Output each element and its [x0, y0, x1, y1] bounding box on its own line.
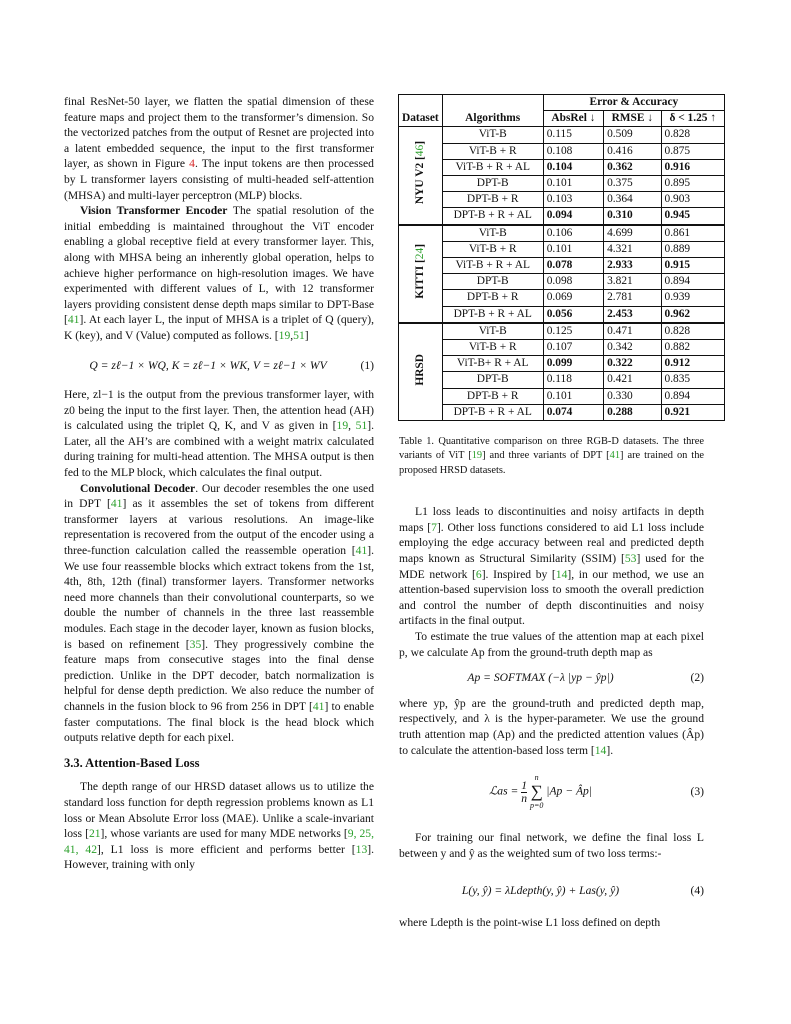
value-cell: 4.321: [604, 241, 661, 257]
citation[interactable]: 41: [67, 313, 80, 327]
citation[interactable]: 53: [624, 552, 637, 566]
text: ]. We use four reassemble blocks which extract tokens from the 1st, 4th, 8th, 12th (final) transformer layers. Transformer networks need more channels than their convolutional counterparts, so we double the number of channels in the three last reassemble modules. Each stage in the decoder layer, known as fusion blocks, is based on refinement [: [64, 544, 374, 651]
equation-rhs: |Ap − Âp|: [546, 784, 593, 798]
header-algorithms: Algorithms: [442, 95, 543, 127]
text: ] and three variants of DPT [: [482, 450, 610, 462]
table-row: [399, 306, 725, 323]
value-cell: 0.094: [543, 208, 603, 225]
algorithm-cell: DPT-B + R + AL: [442, 404, 543, 420]
value-cell: 0.310: [604, 208, 661, 225]
table-row: [399, 372, 725, 388]
algorithm-cell: ViT-B + R + AL: [442, 258, 543, 274]
value-cell: 0.101: [543, 388, 603, 404]
table-caption: [399, 435, 704, 478]
value-cell: 4.699: [604, 225, 661, 242]
text: ] to enable faster computations. The final block is the head block which outputs relative depth for each pixel.: [64, 699, 374, 745]
text: Here, zl−1 is the output from the previous transformer layer, with z0 being the input to the first layer. Then, the attention head (AH) is calculated using the triplet Q, K, and V as given in [: [64, 388, 374, 433]
citation[interactable]: 24: [413, 247, 426, 259]
algorithm-cell: DPT-B + R + AL: [442, 208, 543, 225]
algorithm-cell: ViT-B + R: [442, 241, 543, 257]
text: ]. Inspired by [: [481, 567, 556, 581]
value-cell: 2.933: [604, 258, 661, 274]
dataset-name: KITTI [: [413, 258, 426, 299]
value-cell: 0.375: [604, 176, 661, 192]
value-cell: 0.945: [661, 208, 725, 225]
table-row: [399, 340, 725, 356]
value-cell: 0.894: [661, 388, 725, 404]
header-rmse: RMSE ↓: [604, 111, 661, 127]
value-cell: 0.509: [604, 127, 661, 143]
table-row: [399, 290, 725, 306]
fraction: [521, 780, 527, 805]
equation-1: [64, 358, 374, 374]
table-row: [399, 192, 725, 208]
summation: [530, 772, 543, 812]
header-delta: δ < 1.25 ↑: [661, 111, 725, 127]
text: The depth range of our HRSD dataset allows us to utilize the standard loss function for depth regression problems known as L1 loss or Mean Absolute Error loss (MAE). Unlike a scale-invariant loss [: [64, 780, 374, 841]
sum-sign: ∑: [530, 782, 543, 802]
value-cell: 0.125: [543, 323, 603, 340]
table-row: [399, 274, 725, 290]
value-cell: 0.421: [604, 372, 661, 388]
text: ], in our method, we use an attention-based supervision loss to smooth the overall prediction and control the number of depth discontinuities and noisy artifacts in the final output.: [399, 567, 705, 628]
table-body: [399, 127, 725, 421]
table-row: [399, 143, 725, 159]
citation[interactable]: 41: [609, 450, 621, 462]
algorithm-cell: ViT-B + R: [442, 340, 543, 356]
paragraph-decoder: [64, 481, 374, 746]
value-cell: 0.104: [543, 159, 603, 175]
citation[interactable]: 7: [431, 520, 437, 534]
paragraph-loss: [64, 779, 374, 873]
citation[interactable]: 41: [110, 497, 123, 511]
text: The spatial resolution of the initial embedding is maintained throughout the ViT encoder enabling a global receptive field at every transformer layer. This, along with MHSA being an inherently global operation, helps to achieve higher performance on high-resolution images. We have experimented with different values of L, with 12 transformer layers providing consistent dense depth maps similar to DPT-Base [: [64, 204, 374, 327]
value-cell: 0.101: [543, 241, 603, 257]
text: ] as it assembles the set of tokens from different transformer layers at various resolutions. An image-like representation is recovered from the output of the encoder using a three-function calculation called the reassemble operation [: [64, 497, 374, 558]
citation[interactable]: 41: [312, 699, 325, 713]
citation[interactable]: 19: [336, 419, 349, 433]
table-row: [399, 258, 725, 274]
right-column: [399, 94, 717, 931]
algorithm-cell: ViT-B: [442, 323, 543, 340]
value-cell: 0.416: [604, 143, 661, 159]
table-row: [399, 127, 725, 143]
equation-3: [399, 772, 704, 812]
table-row: [399, 208, 725, 225]
value-cell: 0.861: [661, 225, 725, 242]
table-row: [399, 241, 725, 257]
table-row: [399, 159, 725, 175]
dataset-label: [413, 354, 428, 386]
value-cell: 0.835: [661, 372, 725, 388]
results-table: [398, 94, 725, 421]
denominator: n: [521, 791, 528, 805]
text: ]. At each layer L, the input of MHSA is a triplet of Q (query), K (key), and V (Value) computed as follows. [: [64, 313, 374, 342]
dataset-name: HRSD: [413, 353, 426, 386]
equation-number: (3): [690, 785, 704, 799]
value-cell: 0.342: [604, 340, 661, 356]
value-cell: 0.882: [661, 340, 725, 356]
citation[interactable]: 13: [355, 842, 368, 856]
text: ]: [304, 328, 309, 342]
algorithm-cell: ViT-B: [442, 127, 543, 143]
text: ] are trained on the proposed HRSD datasets.: [399, 450, 705, 476]
dataset-cell: [399, 127, 443, 225]
bracket: ]: [413, 141, 426, 146]
text: Table 1. Quantitative comparison on three RGB-D datasets. The three variants of ViT [: [399, 436, 704, 462]
citation[interactable]: 14: [594, 743, 607, 757]
citation[interactable]: 35: [189, 637, 202, 651]
value-cell: 2.453: [604, 306, 661, 323]
paragraph-ldepth: where Ldepth is the point-wise L1 loss defined on depth: [399, 915, 661, 929]
value-cell: 0.912: [661, 356, 725, 372]
value-cell: 0.056: [543, 306, 603, 323]
value-cell: 0.103: [543, 192, 603, 208]
citation[interactable]: 46: [413, 145, 426, 157]
value-cell: 0.939: [661, 290, 725, 306]
citation[interactable]: 9, 25, 41, 42: [64, 827, 374, 856]
dataset-label: [413, 141, 428, 204]
dataset-label: [413, 244, 428, 299]
value-cell: 0.364: [604, 192, 661, 208]
paragraph-vit-encoder: Vision Transformer Encoder The spatial resolution of the initial embedding is maintained throughout the ViT encoder enabling a global receptive field at every transformer layer. This, along with MHSA being an inherently global operation, helps to achieve higher performance on high-resolution images. We have experimented with different values of L, with 12 transformer layers providing consistent dense depth maps similar to DPT-Base [41]. At each layer L, the input of MHSA is a triplet of Q (query), K (key), and V (Value) computed as follows. [19,51]: [64, 204, 374, 342]
left-column: [64, 94, 374, 873]
text: . The input tokens are then processed by L transformer layers consisting of multi-headed self-attention (MHSA) and multi-layer perceptron (MLP) blocks.: [64, 157, 374, 202]
citation[interactable]: 6: [475, 567, 482, 581]
algorithm-cell: DPT-B: [442, 274, 543, 290]
table-row: [399, 356, 725, 372]
text: ].: [606, 743, 614, 757]
algorithm-cell: ViT-B: [442, 225, 543, 242]
equation-body: Ap = SOFTMAX (−λ |yp − ŷp|): [467, 671, 614, 685]
value-cell: 3.821: [604, 274, 661, 290]
paragraph-attention-map: To estimate the true values of the attention map at each pixel p, we calculate Ap from the ground-truth depth map as: [399, 630, 704, 659]
table-row: [399, 404, 725, 420]
algorithm-cell: ViT-B + R + AL: [442, 159, 543, 175]
algorithm-cell: DPT-B + R + AL: [442, 306, 543, 323]
dataset-cell: [399, 323, 443, 421]
text: where yp, ŷp are the ground-truth and predicted depth map, respectively, and λ is the hyper-parameter. We use the ground truth attention map (Ap) and the predicted attention values (Âp) to calculate the attention-based loss term [: [399, 696, 704, 757]
value-cell: 0.288: [604, 404, 661, 420]
paragraph-heading: Vision Transformer Encoder: [80, 204, 228, 218]
algorithm-cell: DPT-B: [442, 372, 543, 388]
citation[interactable]: 19: [471, 450, 483, 462]
value-cell: 0.362: [604, 159, 661, 175]
value-cell: 0.106: [543, 225, 603, 242]
paragraph-attention-head: Here, zl−1 is the output from the previous transformer layer, with z0 being the input to the first layer. Then, the attention head (AH) is calculated using the triplet Q, K, and V as given in [19, 51]. Later, all the AH’s are combined with a weight matrix calculated during training for multi-head attention. The MHSA output is then fed to the MLP block, which calculates the final output.: [64, 388, 374, 480]
header-error-accuracy: Error & Accuracy: [543, 95, 724, 111]
value-cell: 0.099: [543, 356, 603, 372]
citation[interactable]: 21: [88, 827, 101, 841]
value-cell: 0.108: [543, 143, 603, 159]
value-cell: 0.471: [604, 323, 661, 340]
dataset-name: NYU V2 [: [413, 156, 426, 205]
sum-upper: n: [534, 773, 539, 783]
text: final ResNet-50 layer, we flatten the spatial dimension of these feature maps and project them to the transformer’s dimension. So the vectorized patches from the output of Resnet are projected into a latent embedded sequence, the input to the first transformer layer, as shown in Figure: [64, 95, 374, 171]
algorithm-cell: DPT-B: [442, 176, 543, 192]
value-cell: 0.916: [661, 159, 725, 175]
equation-body: [399, 772, 682, 812]
value-cell: 0.118: [543, 372, 603, 388]
text: ] used for the MDE network [: [399, 552, 704, 581]
value-cell: 0.101: [543, 176, 603, 192]
value-cell: 0.078: [543, 258, 603, 274]
value-cell: 0.889: [661, 241, 725, 257]
text: ]. Later, all the AH’s are combined with a weight matrix calculated during training for multi-head attention. The MHSA output is then fed to the MLP block, which calculates the final output.: [64, 419, 374, 480]
text: ], L1 loss is more efficient and performs better [: [97, 842, 356, 856]
text: ], whose variants are used for many MDE networks [: [100, 827, 348, 841]
equation-body: L(y, ŷ) = λLdepth(y, ŷ) + Las(y, ŷ): [461, 884, 620, 898]
text: L1 loss leads to discontinuities and noisy artifacts in depth maps [: [399, 505, 704, 534]
table-row: [399, 225, 725, 242]
paragraph-ground-truth: [399, 696, 704, 758]
value-cell: 0.107: [543, 340, 603, 356]
algorithm-cell: DPT-B + R: [442, 192, 543, 208]
equation-lhs: ℒas =: [488, 784, 519, 798]
equation-number: (4): [690, 884, 704, 898]
value-cell: 0.074: [543, 404, 603, 420]
table-row: [399, 176, 725, 192]
header-dataset: Dataset: [399, 95, 443, 127]
value-cell: 0.330: [604, 388, 661, 404]
paragraph-heading: Convolutional Decoder: [80, 481, 196, 495]
value-cell: 0.115: [543, 127, 603, 143]
paragraph-l1-loss: [399, 504, 704, 629]
equation-number: (2): [690, 671, 704, 685]
text: ]. They progressively combine the feature maps from consecutive stages into the final dense prediction. Unlike in the DPT decoder, batch normalization is helpful for dense depth prediction. We also reduce the number of channels in the fusion block to 96 from 256 in DPT [: [64, 637, 374, 713]
value-cell: 0.828: [661, 323, 725, 340]
equation-body: Q = zℓ−1 × WQ, K = zℓ−1 × WK, V = zℓ−1 × WV: [89, 358, 327, 372]
text: ]. However, training with only: [64, 842, 375, 872]
value-cell: 0.322: [604, 356, 661, 372]
sum-lower: p=0: [529, 801, 544, 811]
value-cell: 0.069: [543, 290, 603, 306]
header-absrel: AbsRel ↓: [543, 111, 603, 127]
citation[interactable]: 51: [355, 419, 368, 433]
value-cell: 0.895: [661, 176, 725, 192]
algorithm-cell: ViT-B+ R + AL: [442, 356, 543, 372]
citation[interactable]: 51: [293, 328, 305, 342]
value-cell: 0.962: [661, 306, 725, 323]
paragraph-final-loss: For training our final network, we define the final loss L between y and ŷ as the weighted sum of two loss terms:-: [399, 831, 704, 860]
bracket: ]: [413, 243, 426, 248]
value-cell: 0.915: [661, 258, 725, 274]
table-row: [399, 388, 725, 404]
citation[interactable]: 19: [278, 328, 291, 342]
text: . Our decoder resembles the one used in DPT [: [64, 481, 374, 511]
numerator: 1: [521, 778, 528, 792]
value-cell: 0.875: [661, 143, 725, 159]
dataset-cell: [399, 225, 443, 323]
figure-ref[interactable]: 4: [189, 157, 195, 171]
algorithm-cell: DPT-B + R: [442, 290, 543, 306]
value-cell: 0.894: [661, 274, 725, 290]
equation-2: [399, 670, 704, 686]
equation-number: (1): [360, 358, 374, 372]
equation-4: [399, 883, 704, 899]
citation[interactable]: 14: [555, 567, 568, 581]
value-cell: 2.781: [604, 290, 661, 306]
section-heading: 3.3. Attention-Based Loss: [64, 755, 200, 770]
text: ]. Other loss functions considered to aid L1 loss include employing the edge accuracy between real and predicted depth maps known as Structural Similarity (SSIM) [: [399, 520, 704, 566]
value-cell: 0.828: [661, 127, 725, 143]
value-cell: 0.921: [661, 404, 725, 420]
algorithm-cell: ViT-B + R: [442, 143, 543, 159]
citation[interactable]: 41: [355, 544, 368, 558]
table-row: [399, 323, 725, 340]
paragraph-resnet: [64, 94, 374, 203]
algorithm-cell: DPT-B + R: [442, 388, 543, 404]
value-cell: 0.098: [543, 274, 603, 290]
value-cell: 0.903: [661, 192, 725, 208]
